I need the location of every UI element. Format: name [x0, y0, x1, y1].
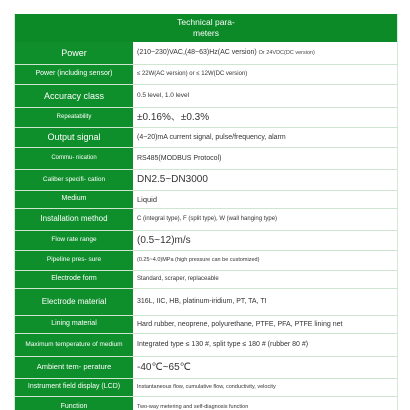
row-label: Maximum temperature of medium [15, 333, 133, 356]
row-label: Installation method [15, 208, 133, 230]
row-label: Output signal [15, 127, 133, 147]
row-value: (4~20)mA current signal, pulse/frequency, alarm [133, 127, 397, 147]
table-row [15, 288, 397, 315]
row-label: Lining material [15, 315, 133, 333]
row-label: Accuracy class [15, 84, 133, 107]
table-row [15, 356, 397, 378]
row-value: Liquid [133, 190, 397, 208]
row-value: Hard rubber, neoprene, polyurethane, PTFE, PFA, PTFE lining net [133, 315, 397, 333]
row-value-note: Or 24VDC(DC version) [258, 49, 315, 56]
row-value: ≤ 22W(AC version) or ≤ 12W(DC version) [133, 64, 397, 84]
row-value: Standard, scraper, replaceable [133, 270, 397, 288]
row-value: RS485(MODBUS Protocol) [133, 147, 397, 169]
table-row [15, 396, 397, 410]
table-row [15, 333, 397, 356]
header-title-line2: meters [193, 28, 219, 38]
table-row [15, 169, 397, 190]
table-header [15, 14, 397, 42]
row-label: Electrode form [15, 270, 133, 288]
row-value: 0.5 level, 1.0 level [133, 84, 397, 107]
row-value: (0.5~12)m/s [133, 230, 397, 250]
row-value: ±0.16%、±0.3% [133, 107, 397, 127]
table-row [15, 42, 397, 64]
header-title-line1: Technical para- [177, 17, 235, 27]
row-value: Two-way metering and self-diagnosis function [133, 396, 397, 410]
row-label: Electrode material [15, 288, 133, 315]
table-row [15, 84, 397, 107]
table-row [15, 378, 397, 396]
row-value: (0.25~4.0)MPa (high pressure can be customized) [133, 250, 397, 270]
table-row [15, 315, 397, 333]
spec-table [15, 42, 397, 410]
row-label: Flow rate range [15, 230, 133, 250]
row-label: Instrument field display (LCD) [15, 378, 133, 396]
row-value: -40℃~65℃ [133, 356, 397, 378]
row-label: Commu- nication [15, 147, 133, 169]
row-label: Pipeline pres- sure [15, 250, 133, 270]
table-row [15, 270, 397, 288]
table-row [15, 147, 397, 169]
row-value: Integrated type ≤ 130 #, split type ≤ 180 # (rubber 80 #) [133, 333, 397, 356]
row-label: Power [15, 42, 133, 64]
row-label: Caliber specifi- cation [15, 169, 133, 190]
table-row [15, 190, 397, 208]
table-row [15, 230, 397, 250]
table-row [15, 250, 397, 270]
table-row [15, 64, 397, 84]
row-value-text: (210~230)VAC,(48~63)Hz(AC version) [137, 48, 257, 56]
row-label: Repeatability [15, 107, 133, 127]
row-value: 316L, IIC, HB, platinum-iridium, PT, TA, TI [133, 288, 397, 315]
table-row [15, 127, 397, 147]
row-value: DN2.5~DN3000 [133, 169, 397, 190]
table-row [15, 208, 397, 230]
spec-sheet [14, 14, 398, 410]
row-label: Ambient tem- perature [15, 356, 133, 378]
row-label: Medium [15, 190, 133, 208]
row-value: C (integral type), F (split type), W (wall hanging type) [133, 208, 397, 230]
row-value [133, 42, 397, 64]
row-value: Instantaneous flow, cumulative flow, conductivity, velocity [133, 378, 397, 396]
table-row [15, 107, 397, 127]
row-label: Function [15, 396, 133, 410]
row-label: Power (including sensor) [15, 64, 133, 84]
